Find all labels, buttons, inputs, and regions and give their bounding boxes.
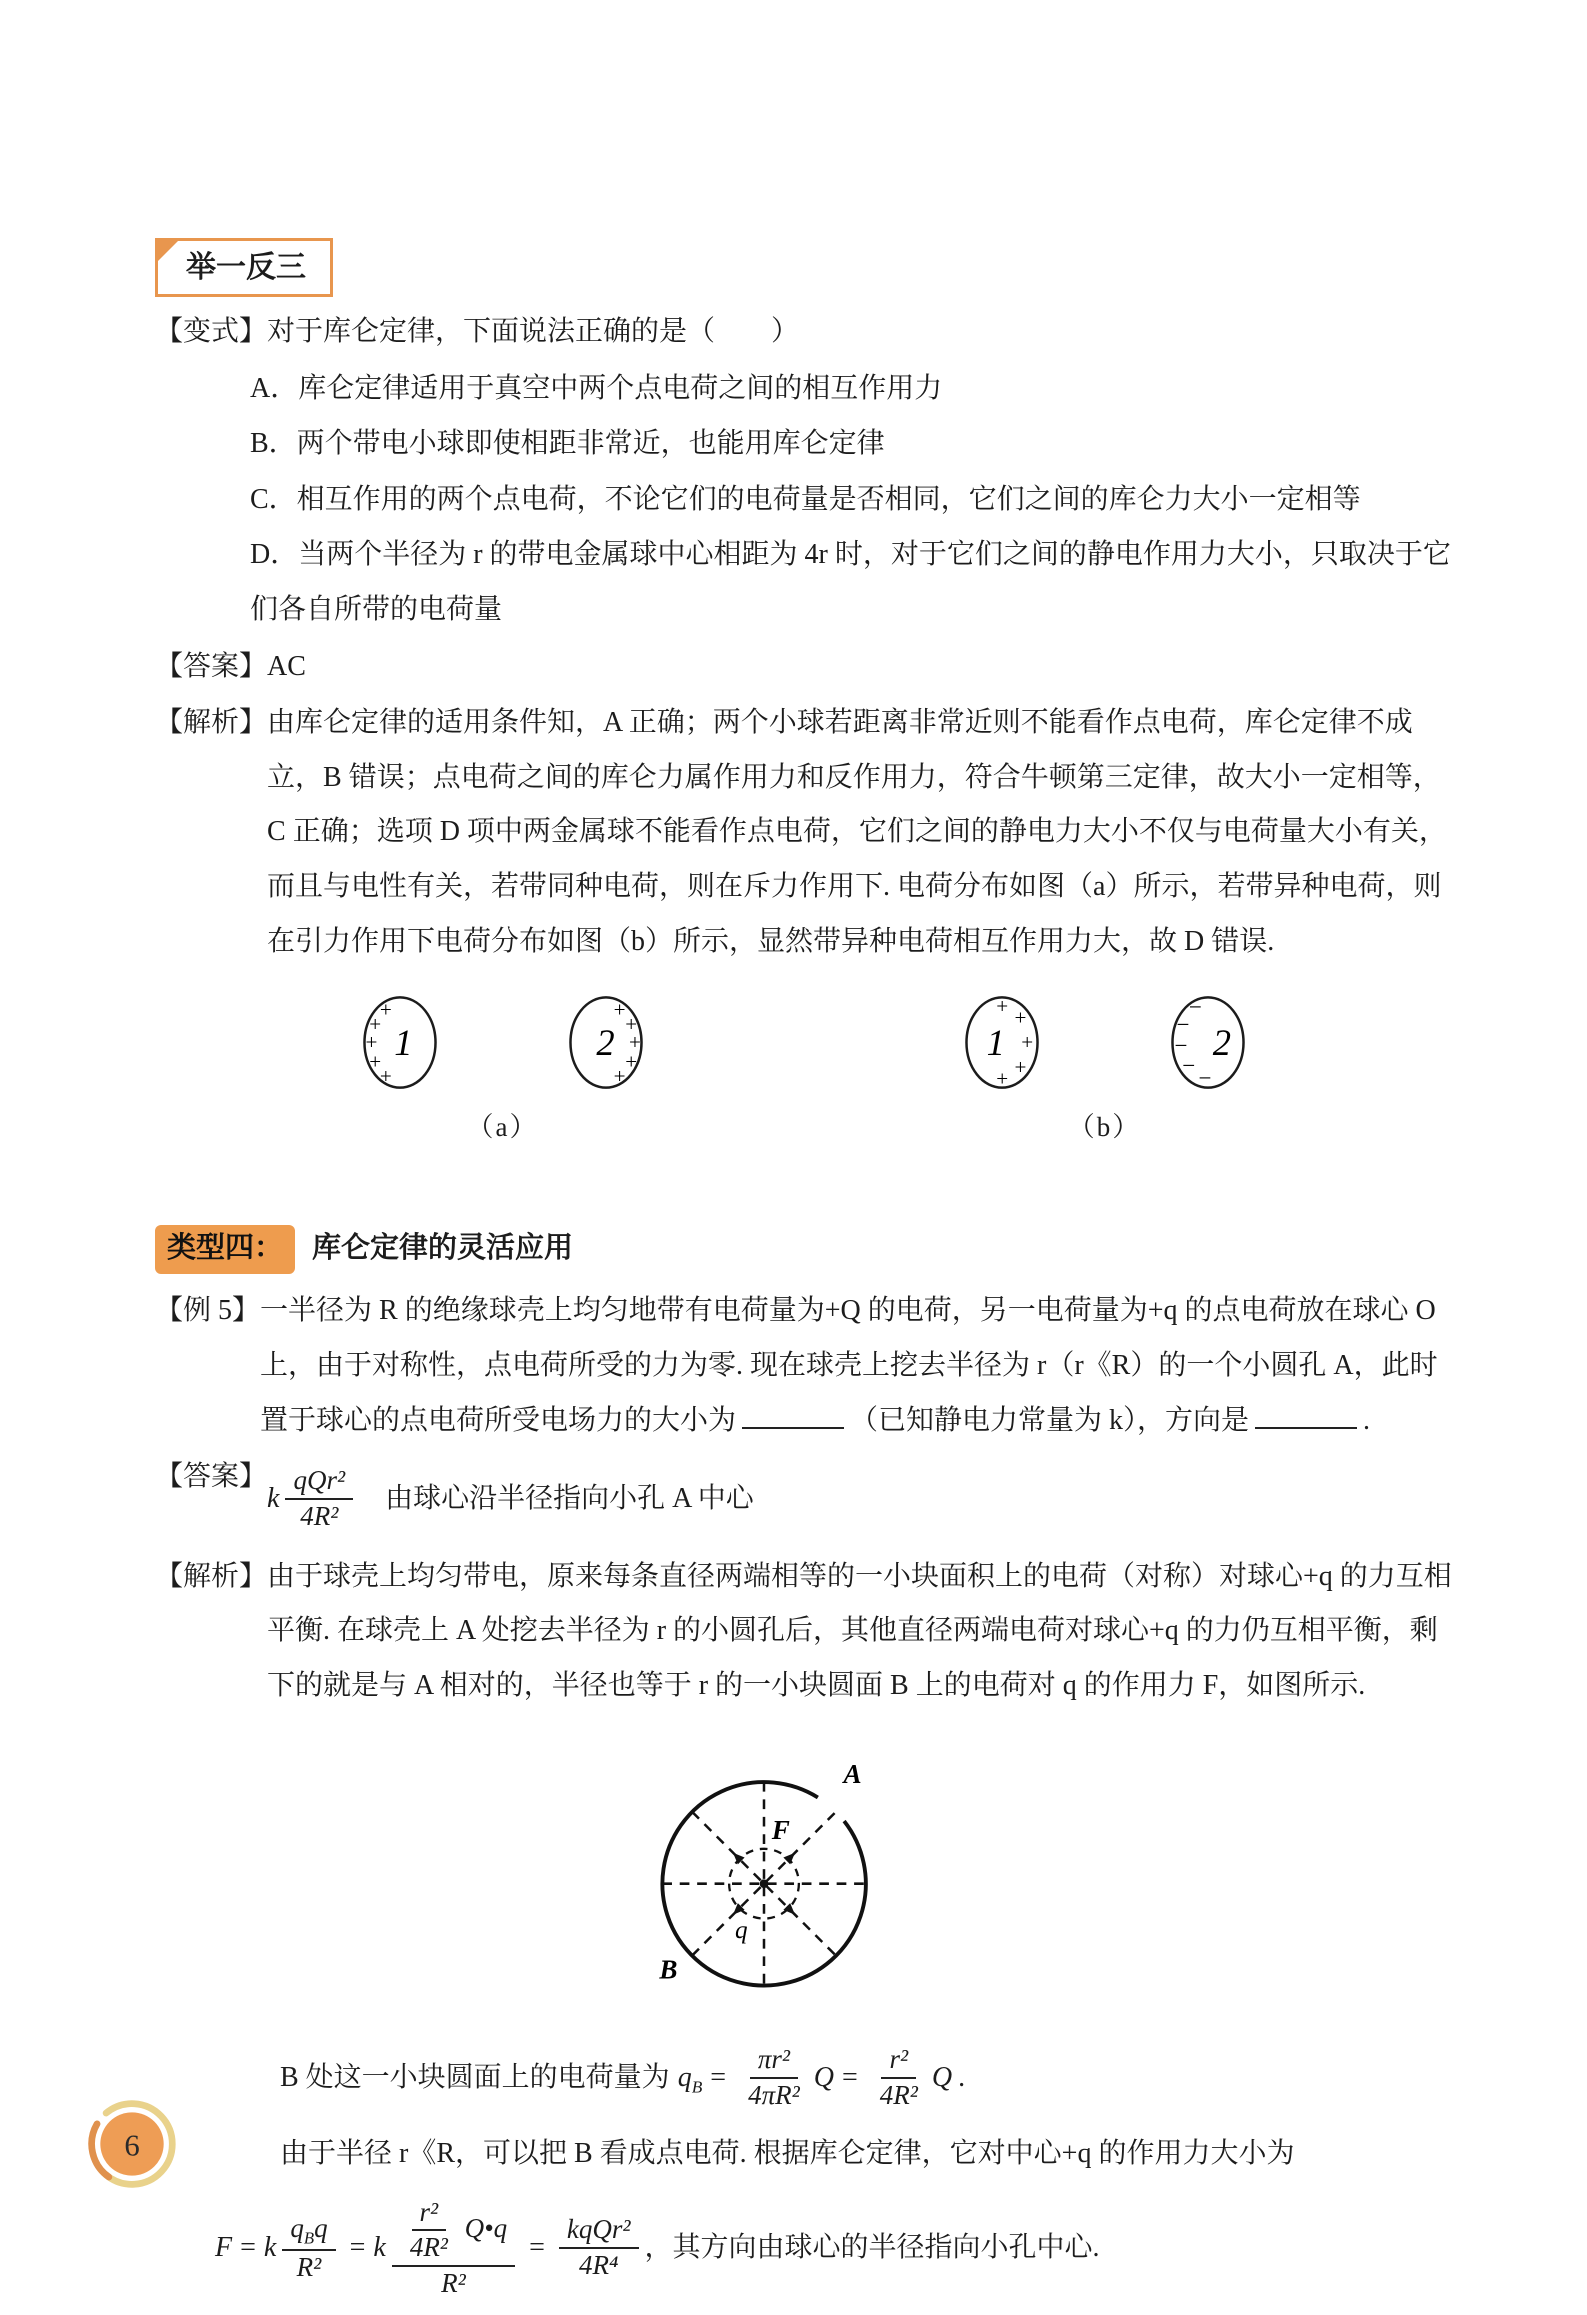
force-fraction-3: $\frac{\text{kqQr²}}{\text{4R⁴}}$	[559, 2213, 639, 2283]
minus-charge: −	[1173, 1032, 1187, 1059]
example5-analysis-paragraph	[155, 1550, 1452, 1714]
minus-charge: −	[1197, 1064, 1211, 1091]
qb-fraction-2: $\frac{\text{r²}}{\text{4R²}}$	[879, 2044, 918, 2111]
example5-segment-3: .	[1363, 1404, 1371, 1436]
question-label: 【变式】	[155, 316, 268, 347]
qb-base: q	[677, 2061, 692, 2093]
question-stem: 对于库仑定律，下面说法正确的是（ ）	[267, 316, 800, 347]
qb-subscript: B	[303, 2228, 315, 2247]
example5-paragraph	[155, 1284, 1452, 1448]
sphere-number: 1	[986, 1022, 1005, 1064]
coefficient-k: k	[267, 1482, 280, 1514]
k-symbol: k	[373, 2231, 386, 2263]
period: .	[958, 2061, 966, 2093]
analysis-text: 由库仑定律的适用条件知，A 正确；两个小球若距离非常近则不能看作点电荷，库仑定律不成立，B 错误；点电荷之间的库仑力属作用力和反作用力，符合牛顿第三定律，故大小一定相等，C 正确；选项 D 项中两金属球不能看作点电荷，它们之间的静电力大小不仅与电荷量大小有关，而且与电性有关，若带同种电荷，则在斥力作用下. 电荷分布如图（a）所示，若带异种电荷，则在引力作用下电荷分布如图（b）所示，显然带异种电荷相互作用力大，故 D 错误.	[267, 707, 1447, 957]
plus-charge: +	[613, 997, 626, 1022]
plus-charge: +	[624, 1012, 637, 1037]
plus-charge: +	[379, 1063, 392, 1088]
equals-sign: =	[349, 2231, 366, 2263]
sphere-2b-negative-left	[1160, 987, 1256, 1099]
qb-fraction-1: $\frac{\text{πr²}}{\text{4πR²}}$	[748, 2044, 800, 2111]
example5-answer-formula	[267, 1464, 1452, 1534]
equals-sign: =	[841, 2061, 858, 2093]
example5-label: 【例 5】	[155, 1295, 261, 1327]
example5-analysis-label: 【解析】	[155, 1560, 268, 1592]
page-number-ornament	[84, 2096, 180, 2192]
force-formula-line	[215, 2196, 1452, 2301]
sphere-number: 2	[1212, 1022, 1231, 1064]
badge-corner-fold	[155, 238, 181, 264]
minus-charge: −	[1188, 993, 1202, 1020]
plus-charge: +	[368, 1049, 381, 1074]
page-number-bubble	[84, 2096, 180, 2192]
inner-tail: Q•q	[464, 2212, 508, 2243]
sphere-1b-positive-right	[954, 987, 1050, 1099]
figure-a-group	[352, 987, 654, 1154]
charge-distribution-figure	[155, 987, 1452, 1154]
option-a: A．库仑定律适用于真空中两个点电荷之间的相互作用力	[250, 372, 943, 404]
sphere-2a-positive-right	[558, 987, 654, 1099]
plus-charge: +	[1013, 1005, 1026, 1030]
answer-fraction: $\frac{\text{qQr²}}{\text{4R²}}$	[285, 1464, 353, 1534]
type4-title: 库仑定律的灵活应用	[312, 1231, 574, 1264]
plus-charge: +	[995, 1066, 1008, 1091]
answer-blank-force	[742, 1400, 844, 1429]
label-patch-B: B	[658, 1955, 677, 1986]
qb-subscript: B	[691, 2077, 703, 2097]
mid-sentence: 由于半径 r《R，可以把 B 看成点电荷. 根据库仑定律，它对中心+q 的作用力大小为	[280, 2137, 1295, 2169]
answer-paragraph	[155, 640, 1452, 695]
plus-charge: +	[368, 1012, 381, 1037]
plus-charge: +	[995, 993, 1008, 1018]
page-number: 6	[124, 2128, 140, 2163]
equals-sign: =	[529, 2231, 545, 2263]
option-b: B．两个带电小球即使相距非常近，也能用库仑定律	[250, 428, 885, 460]
sphere-1a-positive-left	[352, 987, 448, 1099]
equals-sign: =	[240, 2231, 256, 2263]
label-force-F: F	[771, 1815, 790, 1846]
analysis-label: 【解析】	[155, 707, 268, 739]
figure-b-caption: （b）	[1067, 1112, 1142, 1143]
example5-analysis-text: 由于球壳上均匀带电，原来每条直径两端相等的一小块面积上的电荷（对称）对球心+q 的力互相平衡. 在球壳上 A 处挖去半径为 r 的小圆孔后，其他直径两端电荷对球心+q 的力仍互相平衡，剩下的就是与 A 相对的，半径也等于 r 的一小块圆面 B 上的电荷对 q 的作用力 F，如图所示.	[267, 1560, 1452, 1701]
answer-text: AC	[267, 650, 306, 682]
option-d: D．当两个半径为 r 的带电金属球中心相距为 4r 时，对于它们之间的静电作用力大小，只取决于它们各自所带的电荷量	[250, 539, 1451, 625]
plus-charge: +	[624, 1049, 637, 1074]
option-c: C．相互作用的两个点电荷，不论它们的电荷量是否相同，它们之间的库仑力大小一定相等	[250, 483, 1361, 515]
qb-base: q	[290, 2212, 304, 2243]
question-paragraph	[155, 305, 1452, 360]
q-symbol: q	[314, 2212, 328, 2243]
sphere-number: 1	[393, 1022, 412, 1064]
shell-diagram-wrap	[115, 1719, 1412, 2029]
section-badge-label: 举一反三	[186, 251, 306, 284]
section-heading-type4	[155, 1220, 1452, 1277]
force-fraction-2-nested: $\frac{\text{r²}}{\text{4R²}}$ Q•q R²	[392, 2196, 515, 2301]
minus-charge: −	[1175, 1011, 1189, 1038]
example5-text	[260, 1284, 1452, 1448]
qb-Q-1: Q	[813, 2061, 834, 2093]
section-badge-juyifansan	[155, 238, 333, 297]
example5-answer-label: 【答案】	[155, 1461, 268, 1493]
example5-answer-paragraph	[155, 1450, 1452, 1548]
answer-blank-direction	[1255, 1400, 1357, 1429]
plus-charge: +	[613, 1063, 626, 1088]
figure-b-group	[954, 987, 1256, 1154]
sphere-number: 2	[595, 1022, 615, 1064]
spherical-shell-diagram	[609, 1719, 919, 2029]
qb-symbol	[678, 2051, 703, 2106]
force-fraction-1: $\frac{q_Bq}{\text{R²}}$	[282, 2212, 335, 2285]
F-symbol: F	[215, 2231, 233, 2263]
qb-lead-text: B 处这一小块圆面上的电荷量为	[280, 2061, 670, 2093]
plus-charge: +	[379, 997, 392, 1022]
analysis-paragraph	[155, 696, 1452, 969]
qb-Q-2: Q	[931, 2061, 953, 2093]
plus-charge: +	[1020, 1030, 1033, 1055]
qb-formula-line	[280, 2043, 1452, 2113]
plus-charge: +	[1013, 1055, 1026, 1080]
type4-badge: 类型四：	[155, 1225, 295, 1275]
example5-segment-1: 一半径为 R 的绝缘球壳上均匀地带有电荷量为+Q 的电荷，另一电荷量为+q 的点电荷放在球心 O 上，由于对称性，点电荷所受的力为零. 现在球壳上挖去半径为 r（r《R）的一个小圆孔 A，此时置于球心的点电荷所受电场力的大小为	[260, 1295, 1438, 1436]
k-symbol: k	[263, 2231, 277, 2263]
answer-direction-text: 由球心沿半径指向小孔 A 中心	[385, 1482, 754, 1514]
minus-charge: −	[1181, 1052, 1195, 1079]
equals-sign: =	[710, 2061, 727, 2093]
figure-a-caption: （a）	[466, 1112, 539, 1143]
plus-charge: +	[628, 1030, 641, 1055]
force-direction-text: ，其方向由球心的半径指向小孔中心.	[644, 2231, 1100, 2263]
plus-charge: +	[364, 1030, 377, 1055]
answer-label: 【答案】	[155, 650, 268, 682]
example5-segment-2: （已知静电力常量为 k），方向是	[850, 1404, 1250, 1436]
center-charge-dot	[759, 1880, 768, 1889]
inner-fraction: $\frac{\text{r²}}{\text{4R²}}$	[409, 2196, 448, 2263]
label-hole-A: A	[842, 1759, 862, 1790]
option-list	[250, 362, 1452, 638]
label-charge-q: q	[734, 1917, 748, 1945]
